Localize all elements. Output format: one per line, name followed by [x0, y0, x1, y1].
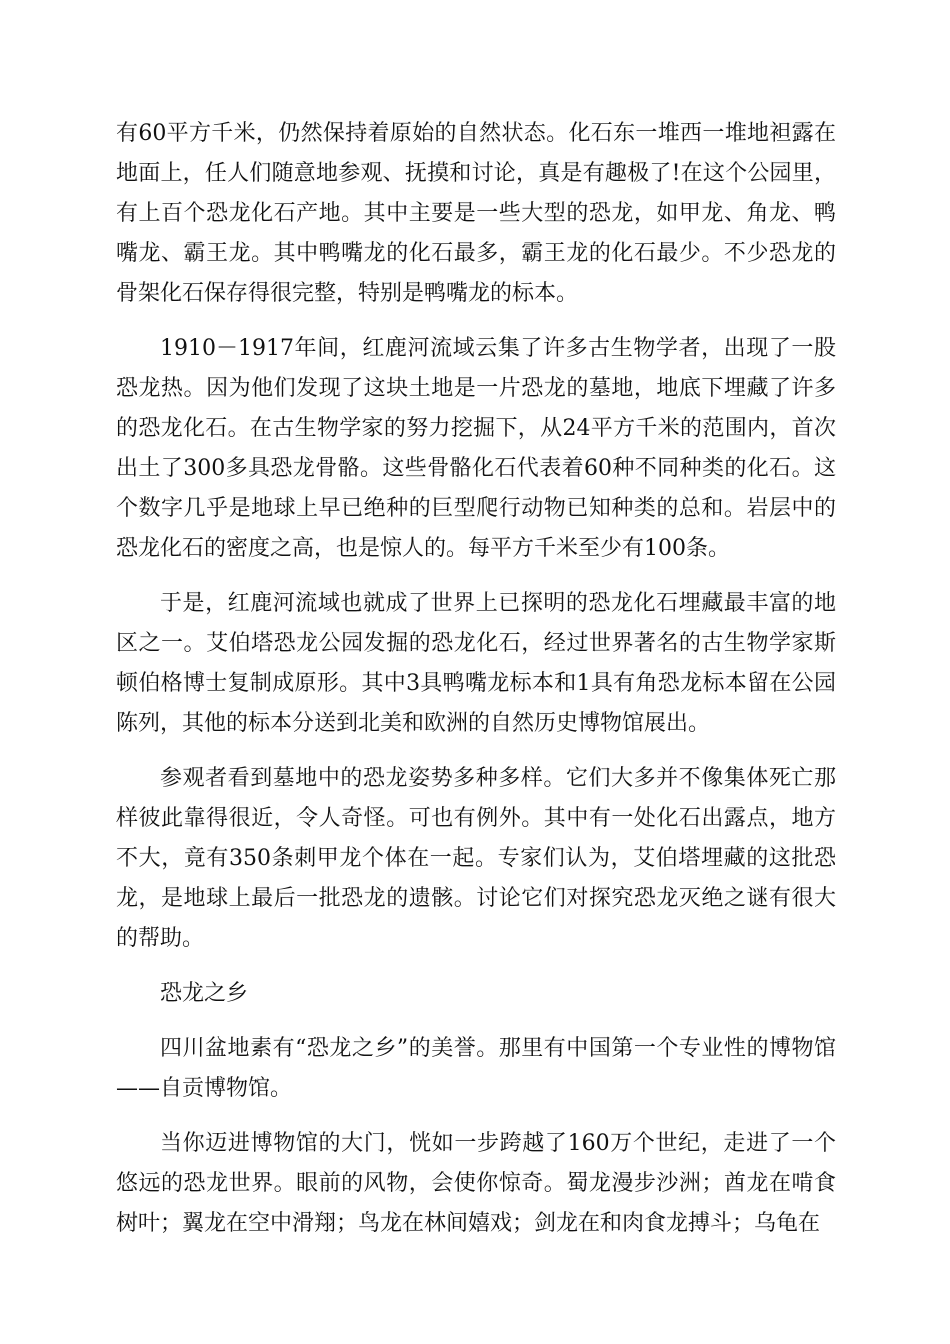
paragraph-sichuan-basin: 四川盆地素有“恐龙之乡”的美誉。那里有中国第一个专业性的博物馆——自贡博物馆。	[116, 1036, 836, 1101]
paragraph-visitor-observations: 参观者看到墓地中的恐龙姿势多种多样。它们大多并不像集体死亡那样彼此靠得很近，令人奇怪。可也有例外。其中有一处化石出露点，地方不大，竟有350条刺甲龙个体在一起。专家们认为，艾伯塔埋藏的这批恐龙，是地球上最后一批恐龙的遗骸。讨论它们对探究恐龙灭绝之谜有很大的帮助。	[116, 766, 836, 951]
paragraph-red-deer-river: 1910－1917年间，红鹿河流域云集了许多古生物学者，出现了一股恐龙热。因为他们发现了这块土地是一片恐龙的墓地，地底下埋藏了许多的恐龙化石。在古生物学家的努力挖掘下，从24平方千米的范围内，首次出土了300多具恐龙骨骼。这些骨骼化石代表着60种不同种类的化石。这个数字几乎是地球上早已绝种的巨型爬行动物已知种类的总和。岩层中的恐龙化石的密度之高，也是惊人的。每平方千米至少有100条。	[116, 336, 836, 561]
paragraph-dinosaur-park: 有60平方千米，仍然保持着原始的自然状态。化石东一堆西一堆地袒露在地面上，任人们随意地参观、抚摸和讨论，真是有趣极了!在这个公园里，有上百个恐龙化石产地。其中主要是一些大型的恐龙，如甲龙、角龙、鸭嘴龙、霸王龙。其中鸭嘴龙的化石最多，霸王龙的化石最少。不少恐龙的骨架化石保存得很完整，特别是鸭嘴龙的标本。	[116, 121, 836, 306]
paragraph-fossil-richest-region: 于是，红鹿河流域也就成了世界上已探明的恐龙化石埋藏最丰富的地区之一。艾伯塔恐龙公园发掘的恐龙化石，经过世界著名的古生物学家斯顿伯格博士复制成原形。其中3具鸭嘴龙标本和1具有角恐龙标本留在公园陈列，其他的标本分送到北美和欧洲的自然历史博物馆展出。	[116, 591, 836, 736]
paragraph-museum-entrance: 当你迈进博物馆的大门，恍如一步跨越了160万个世纪，走进了一个悠远的恐龙世界。眼前的风物，会使你惊奇。蜀龙漫步沙洲；酋龙在啃食树叶；翼龙在空中滑翔；鸟龙在林间嬉戏；剑龙在和肉食龙搏斗；乌龟在	[116, 1131, 836, 1236]
document-body	[116, 114, 836, 1259]
section-heading: 恐龙之乡	[160, 981, 249, 1006]
